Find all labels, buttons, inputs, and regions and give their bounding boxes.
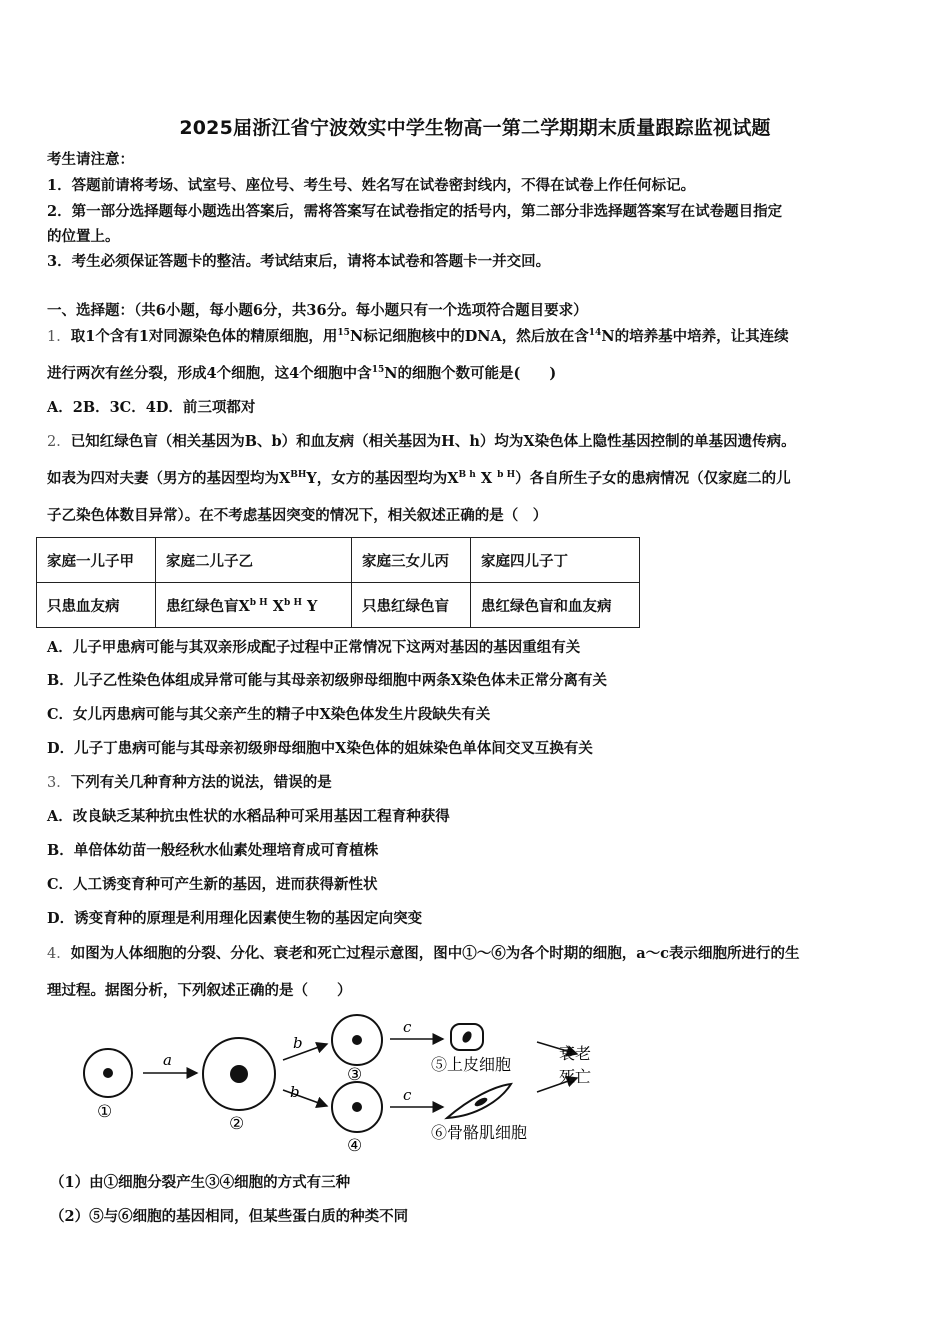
table-cell: 只患红绿色盲 — [352, 583, 471, 628]
table-header-cell: 家庭二儿子乙 — [156, 538, 352, 583]
notice-item: 2．第一部分选择题每小题选出答案后，需将答案写在试卷指定的括号内，第二部分非选择题答案写在试卷题目指定 — [47, 203, 783, 220]
label-b-lower: b — [290, 1083, 300, 1101]
label-b-upper: b — [293, 1034, 303, 1052]
q4-statement-1: （1）由①细胞分裂产生③④细胞的方式有三种 — [50, 1174, 351, 1191]
table-cell: 患红绿色盲和血友病 — [471, 583, 640, 628]
label-1: ① — [97, 1102, 113, 1122]
q3-option-b: B．单倍体幼苗一般经秋水仙素处理培育成可育植株 — [47, 842, 379, 859]
cell-process-diagram — [75, 1008, 615, 1158]
family-table — [36, 537, 640, 628]
nucleus — [352, 1102, 362, 1112]
exam-title: 2025届浙江省宁波效实中学生物高一第二学期期末质量跟踪监视试题 — [179, 117, 771, 139]
q2-line2: 如表为四对夫妻（男方的基因型均为$X^{BH}Y$，女方的基因型均为$X^{B h}$ X $^{b H}$）各自所生子女的患病情况（仅家庭二的儿 — [47, 470, 791, 487]
q2-option-d: D．儿子丁患病可能与其母亲初级卵母细胞中X染色体的姐妹染色单体间交叉互换有关 — [47, 740, 593, 757]
label-aging: 衰老 — [559, 1044, 592, 1063]
q4-line2: 理过程。据图分析，下列叙述正确的是（ ） — [47, 982, 352, 999]
q2-line3: 子乙染色体数目异常）。在不考虑基因突变的情况下，相关叙述正确的是（ ） — [47, 507, 548, 524]
q4-line1: 4．如图为人体细胞的分裂、分化、衰老和死亡过程示意图，图中①～⑥为各个时期的细胞，a～c表示细胞所进行的生 — [47, 945, 800, 962]
section-heading: 一、选择题：（共6小题，每小题6分，共36分。每小题只有一个选项符合题目要求） — [47, 302, 588, 319]
table-row — [37, 583, 640, 628]
q2-option-b: B．儿子乙性染色体组成异常可能与其母亲初级卵母细胞中两条X染色体未正常分离有关 — [47, 672, 608, 689]
question-number: 3． — [47, 775, 71, 791]
notice-item: 3．考生必须保证答题卡的整洁。考试结束后，请将本试卷和答题卡一并交回。 — [47, 253, 551, 270]
label-4: ④ — [347, 1136, 363, 1156]
q3-option-d: D．诱变育种的原理是利用理化因素使生物的基因定向突变 — [47, 910, 423, 927]
table-header-cell: 家庭三女儿丙 — [352, 538, 471, 583]
table-header-cell: 家庭一儿子甲 — [37, 538, 156, 583]
label-3: ③ — [347, 1065, 363, 1085]
arrow-b-upper — [283, 1044, 327, 1060]
nucleus — [352, 1035, 362, 1045]
label-c-lower: c — [403, 1086, 412, 1104]
notice-heading: 考生请注意： — [47, 151, 134, 168]
notice-item: 的位置上。 — [47, 228, 120, 245]
q1-line1: 1．取1个含有1对同源染色体的精原细胞，用$^{15}$N标记细胞核中的DNA，然后放在含$^{14}$N的培养基中培养，让其连续 — [47, 328, 789, 345]
q3-option-a: A．改良缺乏某种抗虫性状的水稻品种可采用基因工程育种获得 — [47, 808, 450, 825]
q3-option-c: C．人工诱变育种可产生新的基因，进而获得新性状 — [47, 876, 378, 893]
label-death: 死亡 — [559, 1067, 592, 1086]
q1-options: A．2B．3C．4D．前三项都对 — [47, 399, 256, 416]
q2-option-c: C．女儿丙患病可能与其父亲产生的精子中X染色体发生片段缺失有关 — [47, 706, 491, 723]
notice-item: 1．答题前请将考场、试室号、座位号、考生号、姓名写在试卷密封线内，不得在试卷上作任何标记。 — [47, 177, 696, 194]
nucleus — [230, 1065, 248, 1083]
label-cell-6: ⑥骨骼肌细胞 — [431, 1123, 528, 1142]
q2-option-a: A．儿子甲患病可能与其双亲形成配子过程中正常情况下这两对基因的基因重组有关 — [47, 639, 581, 656]
question-number: 1． — [47, 329, 71, 345]
q3-stem: 3．下列有关几种育种方法的说法，错误的是 — [47, 774, 332, 791]
table-row — [37, 538, 640, 583]
question-number: 4． — [47, 946, 71, 962]
nucleus — [103, 1068, 113, 1078]
question-number: 2． — [47, 434, 71, 450]
label-cell-5: ⑤上皮细胞 — [431, 1055, 512, 1074]
q4-statement-2: （2）⑤与⑥细胞的基因相同，但某些蛋白质的种类不同 — [50, 1208, 409, 1225]
table-header-cell: 家庭四儿子丁 — [471, 538, 640, 583]
table-cell: 患红绿色盲$X^{b H}$ $X^{b H}$ Y — [156, 583, 352, 628]
table-cell: 只患血友病 — [37, 583, 156, 628]
label-a: a — [163, 1051, 172, 1069]
q2-line1: 2．已知红绿色盲（相关基因为B、b）和血友病（相关基因为H、h）均为X染色体上隐性基因控制的单基因遗传病。 — [47, 433, 796, 450]
q1-line2: 进行两次有丝分裂，形成4个细胞，这4个细胞中含$^{15}$N的细胞个数可能是( ) — [47, 365, 557, 382]
label-c-upper: c — [403, 1018, 412, 1036]
label-2: ② — [229, 1114, 245, 1134]
nucleus — [461, 1030, 474, 1044]
